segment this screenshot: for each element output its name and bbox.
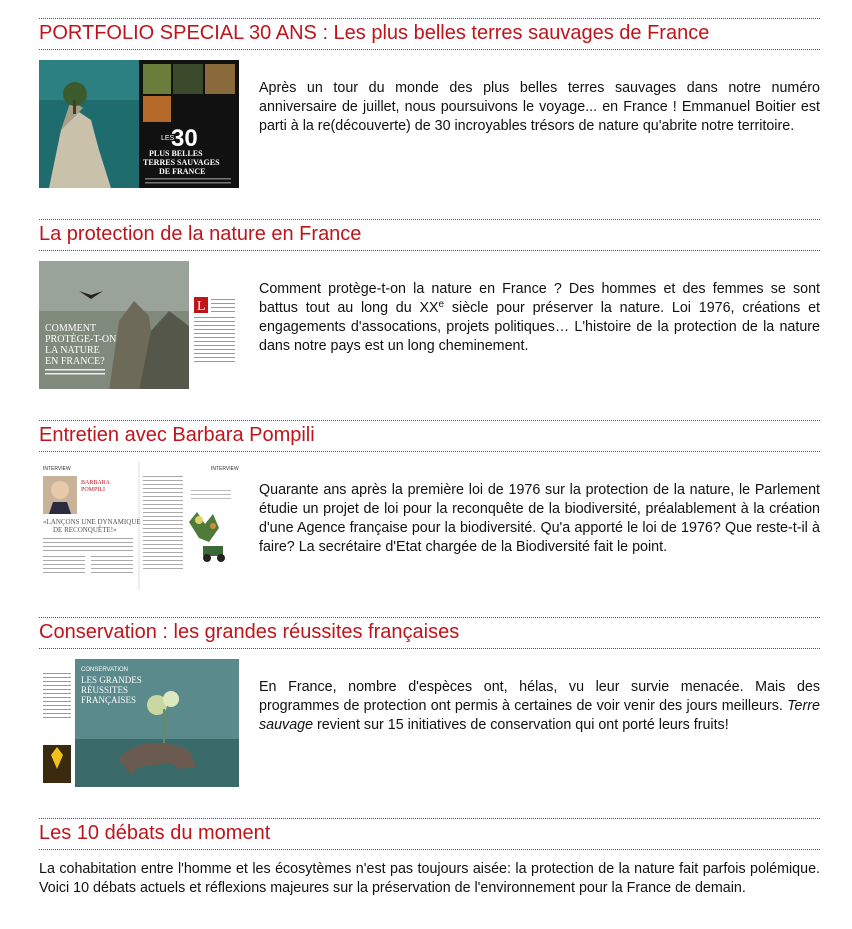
magazine-spread-image <box>39 462 239 590</box>
thumb-label-left: INTERVIEW <box>43 466 71 472</box>
article-portfolio <box>39 18 820 176</box>
magazine-spread-image <box>39 261 239 389</box>
thumb-line2-text: PROTÈGE-T-ON <box>45 334 117 345</box>
thumb-line1-text: LES GRANDES <box>81 675 142 685</box>
article-title-link[interactable]: Les 10 débats du moment <box>39 822 271 844</box>
article-title-link[interactable]: Entretien avec Barbara Pompili <box>39 424 315 446</box>
article-description: Quarante ans après la première loi de 1976 sur la protection de la nature, le Parlement étudie un projet de loi pour la reconquête de la biodiversité, préalablement à la création d'une Agence française pour la biodiversité. Qu'a apporté le loi de 1976? Que reste-t-il à faire? La secrétaire d'Etat chargée de la Biodiversité fait le point. <box>259 482 820 555</box>
thumb-line3-text: LA NATURE <box>45 345 100 356</box>
thumb-line2-text: RÉUSSITES <box>81 685 129 695</box>
thumb-name2: POMPILI <box>81 487 106 493</box>
thumb-line1-text: PLUS BELLES <box>149 149 203 158</box>
article-title-link[interactable]: La protection de la nature en France <box>39 223 362 245</box>
article-header <box>39 818 820 850</box>
magazine-spread-image <box>39 60 239 188</box>
article-title-link[interactable]: PORTFOLIO SPECIAL 30 ANS : Les plus belles terres sauvages de France <box>39 22 710 44</box>
article-header <box>39 617 820 649</box>
conservation-thumbnail[interactable] <box>39 659 239 787</box>
article-interview <box>39 420 820 555</box>
article-description <box>259 678 820 735</box>
thumb-kicker: CONSERVATION <box>81 667 129 673</box>
article-header <box>39 420 820 452</box>
thumb-line2-text: TERRES SAUVAGES <box>143 158 220 167</box>
thumb-les-text: LES <box>161 135 175 142</box>
article-description <box>259 280 820 356</box>
thumb-label-right: INTERVIEW <box>211 466 239 472</box>
thumb-name1: BARBARA <box>81 480 111 486</box>
article-title-link[interactable]: Conservation : les grandes réussites françaises <box>39 621 460 643</box>
thumb-dropcap-text: L <box>197 299 206 314</box>
century-superscript: e <box>438 299 445 310</box>
article-protection <box>39 219 821 367</box>
description-text-after: siècle pour préserver la nature. Loi 1976, créations et engagements d'assocations, projets politiques… L'histoire de la protection de la nature dans notre pays est un long cheminement. <box>259 300 821 354</box>
article-conservation <box>39 617 820 733</box>
thumb-line3-text: DE FRANCE <box>159 167 206 176</box>
magazine-name: Terre sauvage <box>259 698 820 733</box>
article-description: La cohabitation entre l'homme et les écosytèmes n'est pas toujours aisée: la protection de la nature fait parfois polémique. Voici 10 débats actuels et réflexions majeures sur la préservation de l'environnement pour la France de demain. <box>39 861 820 896</box>
article-description: Après un tour du monde des plus belles terres sauvages dans notre numéro anniversaire de juillet, nous poursuivons le voyage... en France ! Emmanuel Boitier est parti à la re(découverte) de 30 incroyables trésors de nature qu'abrite notre territoire. <box>259 80 820 134</box>
thumb-number-text: 30 <box>171 125 198 152</box>
protection-thumbnail[interactable] <box>39 261 239 389</box>
thumb-line1-text: COMMENT <box>45 323 97 334</box>
article-debats <box>39 818 820 896</box>
thumb-quote1: «LANÇONS UNE DYNAMIQUE <box>43 518 141 526</box>
portfolio-thumbnail[interactable] <box>39 60 239 188</box>
article-header <box>39 219 820 251</box>
article-header <box>39 18 820 50</box>
description-text-before: Comment protège-t-on la nature en France ? Des hommes et des femmes se sont battus tout au long du XX <box>259 281 820 316</box>
thumb-line4-text: EN FRANCE? <box>45 356 105 367</box>
thumb-quote2: DE RECONQUÊTE!» <box>53 526 117 534</box>
interview-thumbnail[interactable] <box>39 462 239 590</box>
description-text-after: revient sur 15 initiatives de conservation qui ont porté leurs fruits! <box>313 717 729 733</box>
magazine-spread-image <box>39 659 239 787</box>
thumb-line3-text: FRANÇAISES <box>81 695 137 705</box>
description-text-before: En France, nombre d'espèces ont, hélas, vu leur survie menacée. Mais des programmes de protection ont permis à certaines de voir venir des jours meilleurs. <box>259 679 820 714</box>
